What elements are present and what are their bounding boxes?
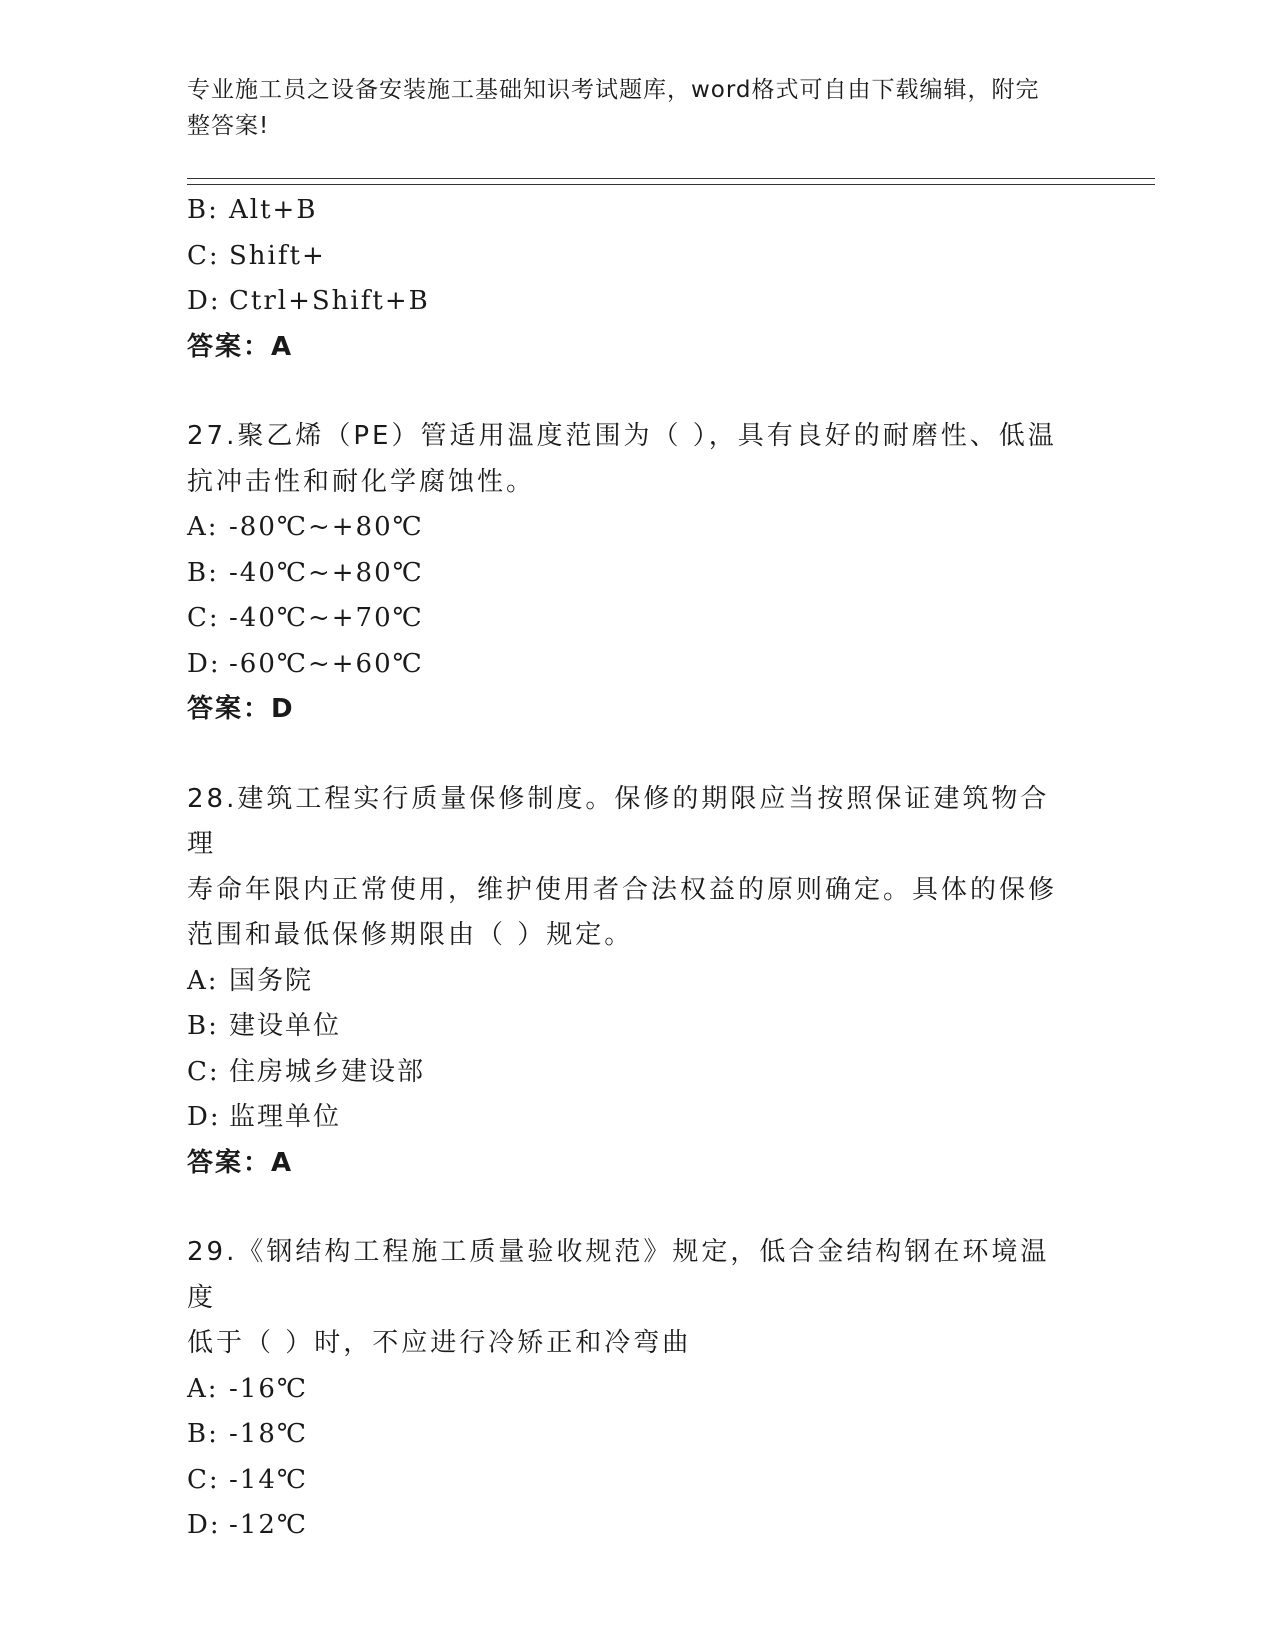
question-stem: [187, 414, 1067, 505]
option-c: [187, 1458, 1087, 1504]
option-text: -18℃: [229, 1419, 308, 1449]
option-prefix: B:: [187, 195, 219, 225]
option-a: [187, 505, 1087, 551]
option-text: Ctrl+Shift+B: [229, 286, 430, 316]
stem-line: 寿命年限内正常使用，维护使用者合法权益的原则确定。具体的保修: [187, 874, 1058, 905]
stem-line: 27.聚乙烯（PE）管适用温度范围为（ ），具有良好的耐磨性、低温: [187, 421, 1057, 451]
option-text: -12℃: [229, 1510, 308, 1540]
option-text: -16℃: [229, 1373, 308, 1404]
option-prefix: D:: [187, 286, 221, 316]
option-prefix: C:: [187, 1056, 220, 1087]
option-c: [187, 1050, 1087, 1096]
option-b: [187, 1412, 1087, 1458]
question-27: [187, 414, 1087, 733]
answer: 答案：A: [187, 1147, 294, 1178]
option-prefix: B:: [187, 1011, 219, 1041]
option-c: [187, 234, 1087, 280]
option-text: -80℃~+80℃: [229, 512, 424, 542]
option-d: [187, 279, 1087, 325]
option-text: -40℃~+80℃: [229, 557, 424, 588]
option-prefix: C:: [187, 603, 220, 633]
option-text: 监理单位: [229, 1102, 342, 1132]
option-c: [187, 596, 1087, 642]
option-prefix: D:: [187, 1102, 221, 1132]
stem-line: 抗冲击性和耐化学腐蚀性。: [187, 466, 536, 497]
option-d: [187, 1503, 1087, 1549]
option-prefix: D:: [187, 648, 221, 679]
option-prefix: D:: [187, 1510, 221, 1540]
question-list: [187, 188, 1087, 1549]
question-stem: [187, 1230, 1067, 1367]
option-d: [187, 1095, 1087, 1141]
option-text: -14℃: [229, 1464, 308, 1495]
option-text: -60℃~+60℃: [229, 648, 424, 679]
option-prefix: B:: [187, 557, 219, 588]
header-divider: [187, 178, 1155, 185]
option-text: 国务院: [229, 965, 314, 996]
option-text: Alt+B: [229, 195, 318, 225]
option-text: 建设单位: [229, 1011, 342, 1041]
page-header: [187, 72, 1067, 144]
answer: 答案：D: [187, 694, 295, 724]
option-a: [187, 959, 1087, 1005]
option-prefix: A:: [187, 512, 219, 542]
option-prefix: A:: [187, 965, 219, 996]
option-prefix: B:: [187, 1419, 219, 1449]
option-b: [187, 551, 1087, 597]
option-text: Shift+: [229, 240, 326, 271]
option-text: -40℃~+70℃: [229, 603, 424, 633]
answer: 答案：A: [187, 331, 294, 362]
question-29: [187, 1230, 1087, 1549]
option-prefix: C:: [187, 1464, 220, 1495]
header-line-1: 专业施工员之设备安装施工基础知识考试题库，word格式可自由下载编辑，附完: [187, 77, 1040, 103]
stem-line: 29.《钢结构工程施工质量验收规范》规定，低合金结构钢在环境温度: [187, 1237, 1050, 1313]
option-b: [187, 1004, 1087, 1050]
option-a: [187, 1367, 1087, 1413]
question-26: [187, 188, 1087, 370]
option-b: [187, 188, 1087, 234]
option-d: [187, 642, 1087, 688]
question-28: [187, 777, 1087, 1187]
option-prefix: A:: [187, 1373, 219, 1404]
stem-line: 低于（ ）时，不应进行冷矫正和冷弯曲: [187, 1328, 692, 1358]
stem-line: 28.建筑工程实行质量保修制度。保修的期限应当按照保证建筑物合理: [187, 783, 1050, 859]
question-stem: [187, 777, 1067, 959]
stem-line: 范围和最低保修期限由（ ）规定。: [187, 920, 634, 950]
option-text: 住房城乡建设部: [229, 1056, 426, 1087]
option-prefix: C:: [187, 240, 220, 271]
header-line-2: 整答案!: [187, 113, 270, 139]
